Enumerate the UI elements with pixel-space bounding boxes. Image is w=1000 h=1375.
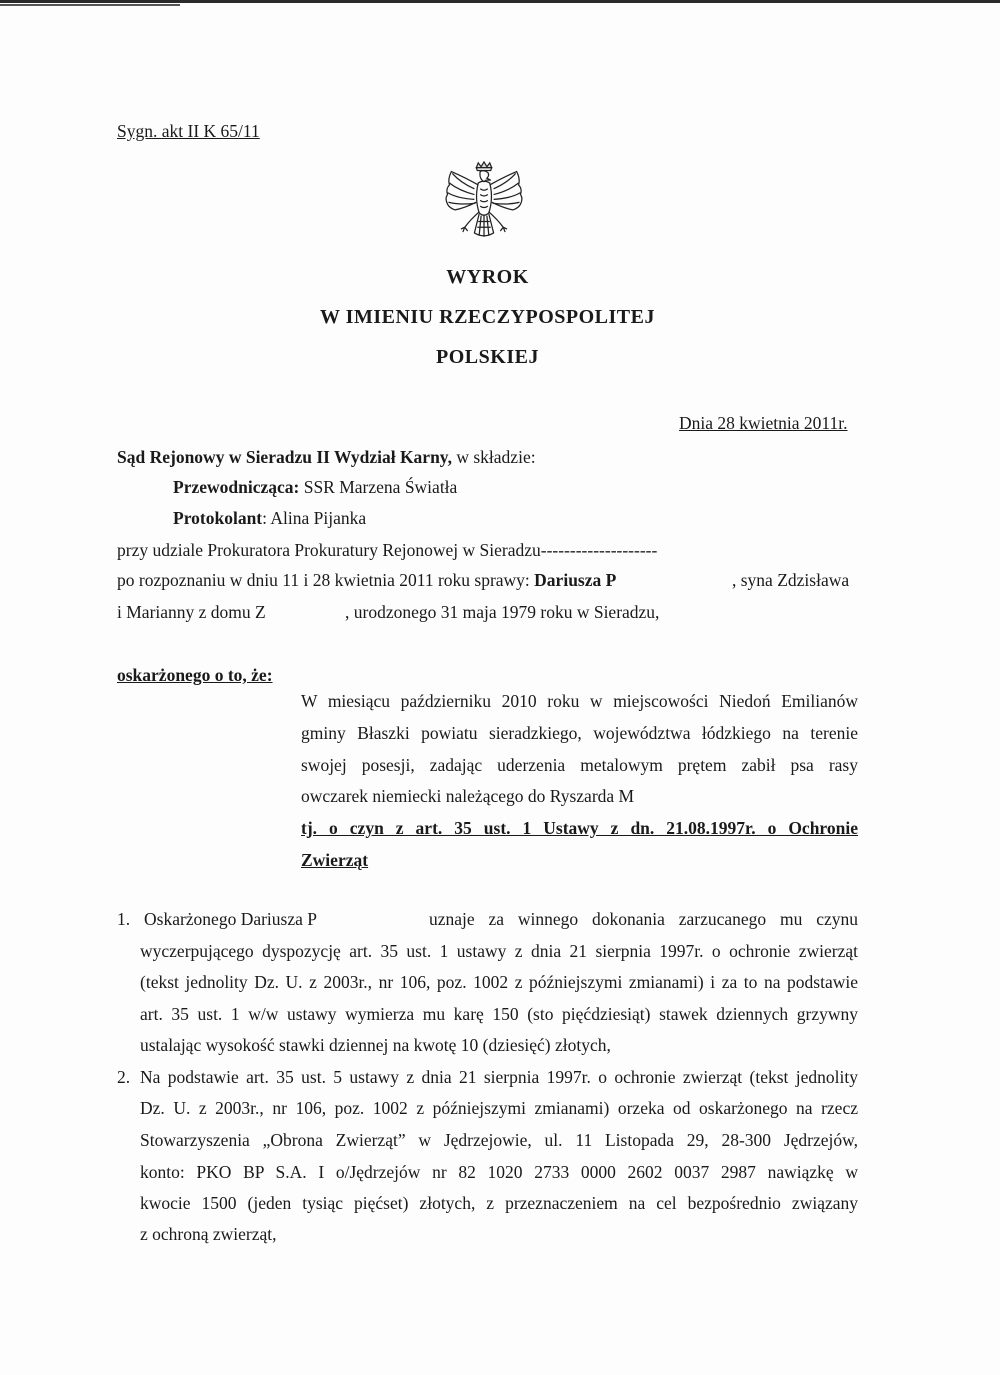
verdict-2-last: z ochroną zwierząt, xyxy=(140,1224,277,1244)
charge-line-1: W miesiącu październiku 2010 roku w miejscowości Niedoń Emilianów xyxy=(301,691,858,711)
chair-value: SSR Marzena Światła xyxy=(299,477,458,497)
verdict-1-line-2: wyczerpującego dyspozycję art. 35 ust. 1 ustawy z dnia 21 sierpnia 1997r. o ochronie zwierząt xyxy=(140,941,858,961)
verdict-point-number: 2. xyxy=(117,1067,131,1087)
charge-label: oskarżonego o to, że: xyxy=(117,665,273,685)
eagle-emblem-icon xyxy=(436,160,532,256)
clerk-value: : Alina Pijanka xyxy=(262,508,367,528)
hearing-line xyxy=(117,569,616,591)
verdict-2-line-4: konto: PKO BP S.A. I o/Jędrzejów nr 82 1020 2733 0000 2602 0037 2987 nawiązkę w xyxy=(140,1162,858,1182)
court-line xyxy=(117,446,536,468)
charge-line-2: gminy Błaszki powiatu sieradzkiego, województwa łódzkiego na terenie xyxy=(301,723,858,743)
scan-edge-mark xyxy=(0,4,180,6)
title-line-2: W IMIENIU RZECZYPOSPOLITEJ xyxy=(320,306,655,328)
charge-line-3: swojej posesji, zadając uderzenia metalowym prętem zabił psa rasy xyxy=(301,755,858,775)
case-signature: Sygn. akt II K 65/11 xyxy=(117,121,260,141)
defendant-mother: i Marianny z domu Z xyxy=(117,602,266,622)
prosecutor-line: przy udziale Prokuratora Prokuratury Rejonowej w Sieradzu-------------------- xyxy=(117,540,658,560)
court-composition: w składzie: xyxy=(451,447,536,467)
charge-legal-basis-end: Zwierząt xyxy=(301,850,369,870)
charge-legal-basis: tj. o czyn z art. 35 ust. 1 Ustawy z dn. 21.08.1997r. o Ochronie xyxy=(301,818,858,838)
hearing-prefix: po rozpoznaniu w dniu 11 i 28 kwietnia 2011 roku sprawy: xyxy=(117,570,535,590)
verdict-2-line-3: Stowarzyszenia „Obrona Zwierząt” w Jędrzejowie, ul. 11 Listopada 29, 28-300 Jędrzejów, xyxy=(140,1130,858,1150)
verdict-2-line-2: Dz. U. z 2003r., nr 106, poz. 1002 z późniejszymi zmianami) orzeka od oskarżonego na rzecz xyxy=(140,1098,858,1118)
chair-label: Przewodnicząca: xyxy=(173,477,300,497)
verdict-1-first-b: uznaje za winnego dokonania zarzucanego mu czynu xyxy=(429,909,858,929)
defendant-father: , syna Zdzisława xyxy=(732,570,850,590)
verdict-2-line-5: kwocie 1500 (jeden tysiąc pięćset) złotych, z przeznaczeniem na cel bezpośrednio związany xyxy=(140,1193,858,1213)
scan-edge xyxy=(0,0,1000,3)
court-name: Sąd Rejonowy w Sieradzu II Wydział Karny, xyxy=(117,447,452,467)
verdict-1-line-4: art. 35 ust. 1 w/w ustawy wymierza mu karę 150 (sto pięćdziesiąt) stawek dziennych grzywny xyxy=(140,1004,858,1024)
title-wyrok: WYROK xyxy=(446,266,529,288)
charge-line-4: owczarek niemiecki należącego do Ryszarda M xyxy=(301,786,635,806)
verdict-1-first-a: Oskarżonego Dariusza P xyxy=(144,909,318,929)
title-line-3: POLSKIEJ xyxy=(436,346,539,368)
verdict-date: Dnia 28 kwietnia 2011r. xyxy=(679,413,848,433)
verdict-point-number: 1. xyxy=(117,909,131,929)
clerk-label: Protokolant xyxy=(173,508,263,528)
chair-line xyxy=(173,476,457,498)
verdict-1-line-3: (tekst jednolity Dz. U. z 2003r., nr 106, poz. 1002 z późniejszymi zmianami) i za to na podstawie xyxy=(140,972,858,992)
defendant-name: Dariusza P xyxy=(534,570,617,590)
verdict-1-last: ustalając wysokość stawki dziennej na kwotę 10 (dziesięć) złotych, xyxy=(140,1035,611,1055)
clerk-line xyxy=(173,507,366,529)
verdict-2-line-1: Na podstawie art. 35 ust. 5 ustawy z dnia 21 sierpnia 1997r. o ochronie zwierząt (tekst jednolity xyxy=(140,1067,858,1087)
defendant-birth: , urodzonego 31 maja 1979 roku w Sieradzu, xyxy=(345,602,660,622)
